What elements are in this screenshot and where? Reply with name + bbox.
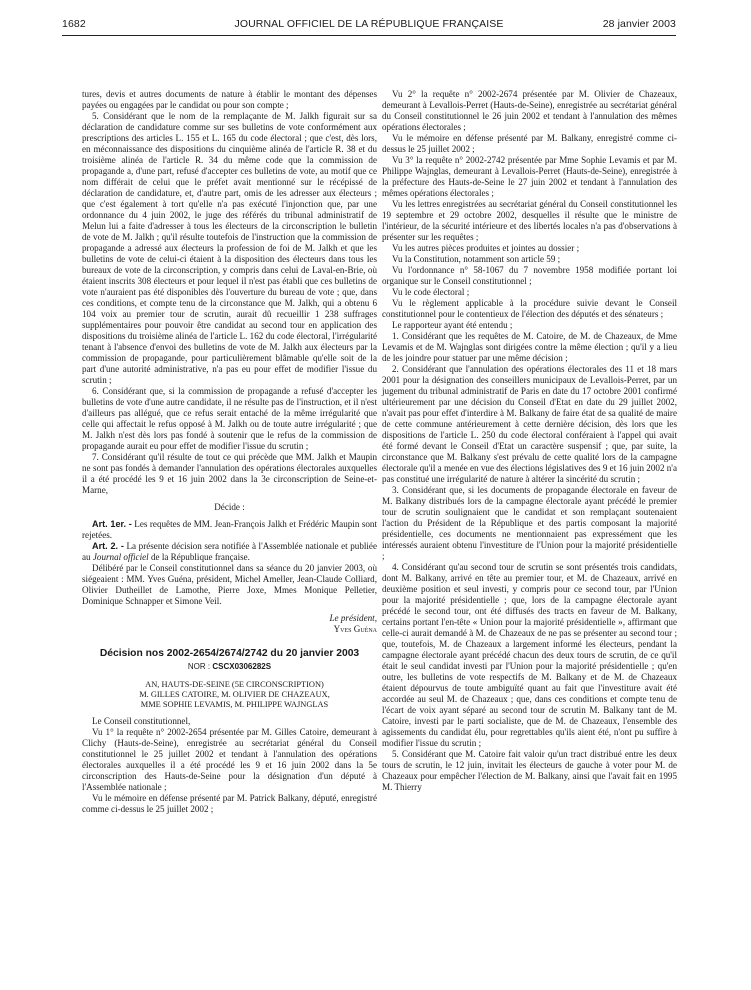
article-2-label: Art. 2. - (92, 541, 124, 551)
paragraph: 5. Considérant que M. Catoire fait valoir qu'un tract distribué entre les deux tours de scrutin, le 12 juin, invitait les électeurs de gauche à voter pour M. de Chazeaux pour empêcher l'élection de M. Balkany, ainsi que l'avait fait en 1995 M. Thierry (382, 749, 677, 792)
header-rule (62, 35, 676, 36)
parties-line: AN, HAUTS-DE-SEINE (5E CIRCONSCRIPTION) (145, 680, 324, 689)
left-column (82, 89, 377, 815)
council-opening: Le Conseil constitutionnel, (92, 716, 191, 726)
nor-reference (82, 661, 377, 672)
paragraph: 3. Considérant que, si les documents de propagande électorale en faveur de M. Balkany distribués lors de la campagne électorale ayant précédé le premier tour de scrutin soulignaient que le candidat et son remplaçant soutenaient l'action du Président de la République et des partis composant la majorité présidentielle, ces documents ne mentionnaient pas expressément que les intéressés auraient obtenu l'investiture de l'Union pour la majorité présidentielle ; (382, 485, 677, 561)
nor-code: CSCX0306282S (212, 662, 272, 671)
issue-date: 28 janvier 2003 (602, 18, 676, 30)
paragraph: Vu 2° la requête n° 2002-2674 présentée par M. Olivier de Chazeaux, demeurant à Levallois-Perret (Hauts-de-Seine), enregistrée au secrétariat général du Conseil constitutionnel le 26 juin 2002 et tendant à l'annulation des mêmes opérations électorales ; (382, 89, 677, 132)
paragraph: Vu la Constitution, notamment son article 59 ; (392, 254, 561, 264)
article-2-journal: Journal officiel (92, 552, 149, 562)
paragraph: 2. Considérant que l'annulation des opérations électorales des 11 et 18 mars 2001 pour la désignation des conseillers municipaux de Levallois-Perret, par un jugement du tribunal administratif de Paris en date du 17 octobre 2001 confirmé ultérieurement par une décision du Conseil d'Etat en date du 29 juillet 2002, n'avait pas pour effet d'interdire à M. Balkany de faire état de sa qualité de maire de cette commune antérieurement à cette dernière décision, dès lors que les dispositions de l'article L. 250 du code électoral conféraient à l'appel qui avait été formé devant le Conseil d'Etat un caractère suspensif ; que, par suite, la circonstance que M. Balkany s'est prévalu de cette qualité lors de la campagne électorale qu'il a menée en vue des élections législatives des 9 et 16 juin 2002 n'a pas constitué une irrégularité de nature à altérer la sincérité du scrutin ; (382, 364, 677, 484)
paragraph: Le rapporteur ayant été entendu ; (392, 320, 513, 330)
paragraph: Vu le mémoire en défense présenté par M. Balkany, enregistré comme ci-dessus le 25 juillet 2002 ; (382, 133, 677, 154)
paragraph: 4. Considérant qu'au second tour de scrutin se sont présentés trois candidats, dont M. Balkany, arrivé en tête au premier tour, et M. de Chazeaux, arrivé en deuxième position et seul investi, y compris pour ce second tour, par l'Union pour la majorité présidentielle ; que, lors de la campagne électorale ayant précédé le second tour, ont été diffusés des tracts en faveur de M. Balkany, certains portant l'en-tête « Union pour la majorité présidentielle », affirmant que celle-ci aurait demandé à M. de Chazeaux de ne pas se présenter au second tour ; que, toutefois, M. de Chazeaux a largement informé les électeurs, pendant la campagne électorale ayant précédé chacun des deux tours de scrutin, de ce qu'il était le seul candidat investi par l'Union pour la majorité présidentielle ; qu'en outre, les bulletins de vote respectifs de M. Balkany et de M. de Chazeaux étaient dépourvus de toute ambiguïté quant au fait que l'investiture avait été accordée au seul M. de Chazeaux ; que, dans ces conditions et compte tenu de l'écart de voix ayant séparé au second tour de scrutin M. Balkany tant de M. Catoire, investi par le parti socialiste, que de M. de Chazeaux, l'ensemble des agissements du candidat élu, pour regrettables qu'ils aient été, n'ont pu suffire à modifier l'issue du scrutin ; (382, 562, 677, 748)
article-1-label: Art. 1er. - (92, 519, 132, 529)
paragraph: 5. Considérant que le nom de la remplaçante de M. Jalkh figurait sur sa déclaration de candidature comme sur ses bulletins de vote conformément aux prescriptions des articles L. 155 et L. 165 du code électoral ; que c'est, dès lors, en méconnaissance des dispositions du cinquième alinéa de l'article R. 38 et du troisième alinéa de l'article R. 34 du même code que la commission de propagande a, d'une part, refusé d'accepter ces bulletins de vote, au motif que ce nom différait de celui que le préfet avait mentionné sur le récépissé de déclaration de candidature, et, d'autre part, omis de les adresser aux électeurs ; que c'est également à tort qu'elle n'a pas exécuté l'injonction que, par une ordonnance du 4 juin 2002, le juge des référés du tribunal administratif de Melun lui a faite d'adresser à tous les électeurs de la circonscription le bulletin de vote de M. Jalkh ; qu'il résulte toutefois de l'instruction que la commission de propagande a adressé aux électeurs la profession de foi de M. Jalkh et que les bulletins de vote de celui-ci étaient à la disposition des électeurs dans tous les bureaux de vote de la circonscription, y compris dans celui de Laval-en-Brie, où étaient inscrits 308 électeurs et pour lequel il n'est pas établi que ces bulletins de vote n'auraient pas été disponibles dès l'ouverture du bureau de vote ; que, dans ces conditions, et compte tenu de la circonstance que M. Jalkh, qui a obtenu 6 104 voix au premier tour de scrutin, aurait dû recueillir 1 238 suffrages supplémentaires pour pouvoir être candidat au second tour en application des dispositions du troisième alinéa de l'article L. 162 du code électoral, l'irrégularité tenant à l'absence d'envoi des bulletins de vote de M. Jalkh aux électeurs par la commission de propagande, pour particulièrement blâmable qu'elle soit de la part d'une autorité administrative, n'a pas eu pour effet de modifier l'issue du scrutin ; (82, 111, 377, 385)
paragraph: 1. Considérant que les requêtes de M. Catoire, de M. de Chazeaux, de Mme Levamis et de M. Wajnglas sont dirigées contre la même élection ; qu'il y a lieu de les joindre pour statuer par une même décision ; (382, 331, 677, 363)
nor-label: NOR : (187, 662, 213, 671)
decide-heading: Décide : (214, 502, 245, 512)
paragraph: Vu les lettres enregistrées au secrétariat général du Conseil constitutionnel les 19 septembre et 29 octobre 2002, desquelles il résulte que le ministre de l'intérieur, de la sécurité intérieure et des libertés locales n'a pas d'observations à présenter sur les requêtes ; (382, 199, 677, 242)
paragraph: Vu 3° la requête n° 2002-2742 présentée par Mme Sophie Levamis et par M. Philippe Wajnglas, demeurant à Levallois-Perret (Hauts-de-Seine), enregistrée à la préfecture des Hauts-de-Seine le 27 juin 2002 et tendant à l'annulation des mêmes opérations électorales ; (382, 155, 677, 198)
paragraph: Vu le mémoire en défense présenté par M. Patrick Balkany, député, enregistré comme ci-dessus le 25 juillet 2002 ; (82, 793, 377, 814)
deliberation: Délibéré par le Conseil constitutionnel dans sa séance du 20 janvier 2003, où siégeaient : MM. Yves Guéna, président, Michel Ameller, Jean-Claude Colliard, Olivier Dutheillet de Lamothe, Pierre Joxe, Mmes Monique Pelletier, Dominique Schnapper et Simone Veil. (82, 563, 377, 606)
decision-title: Décision nos 2002-2654/2674/2742 du 20 janvier 2003 (99, 648, 360, 659)
article-2-text-end: de la République française. (148, 552, 250, 562)
paragraph: Vu le règlement applicable à la procédure suivie devant le Conseil constitutionnel pour le contentieux de l'élection des députés et des sénateurs ; (382, 298, 677, 319)
article-2-text: La présente décision sera notifiée à l'Assemblée nationale et publiée au (82, 541, 377, 562)
page-number: 1682 (62, 18, 86, 30)
article-1-text: Les requêtes de MM. Jean-François Jalkh et Frédéric Maupin sont rejetées. (82, 519, 378, 540)
article-1 (82, 519, 377, 541)
right-column (382, 89, 677, 793)
paragraph: Vu les autres pièces produites et jointes au dossier ; (392, 243, 580, 253)
paragraph: Vu l'ordonnance n° 58-1067 du 7 novembre 1958 modifiée portant loi organique sur le Conseil constitutionnel ; (382, 265, 677, 286)
paragraph: tures, devis et autres documents de nature à établir le montant des dépenses payées ou engagées par le candidat ou pour son compte ; (82, 89, 377, 110)
parties-line: MME SOPHIE LEVAMIS, M. PHILIPPE WAJNGLAS (140, 700, 329, 709)
journal-title: JOURNAL OFFICIEL DE LA RÉPUBLIQUE FRANÇAISE (234, 18, 504, 30)
paragraph: 7. Considérant qu'il résulte de tout ce qui précède que MM. Jalkh et Maupin ne sont pas fondés à demander l'annulation des opérations électorales auxquelles il a été procédé les 9 et 16 juin 2002 dans la 3e circonscription de Seine-et-Marne, (82, 452, 377, 495)
parties-line: M. GILLES CATOIRE, M. OLIVIER DE CHAZEAUX, (139, 690, 330, 699)
paragraph: Vu 1° la requête n° 2002-2654 présentée par M. Gilles Catoire, demeurant à Clichy (Hauts-de-Seine), enregistrée au secrétariat général du Conseil constitutionnel le 25 juillet 2002 et tendant à l'annulation des opérations électorales auxquelles il a été procédé les 9 et 16 juin 2002 dans la 5e circonscription des Hauts-de-Seine pour la désignation d'un député à l'Assemblée nationale ; (82, 727, 377, 792)
paragraph: Vu le code électoral ; (392, 287, 470, 297)
article-2 (82, 541, 377, 563)
page-header (62, 18, 676, 36)
paragraph: 6. Considérant que, si la commission de propagande a refusé d'accepter les bulletins de vote d'une autre candidate, il ne résulte pas de l'instruction, et il n'est d'ailleurs pas allégué, que ce refus serait entaché de la même irrégularité que celle qui affectait le refus opposé à M. Jalkh ou de toute autre irrégularité ; que M. Jalkh n'est dès lors pas fondé à soutenir que le refus de la commission de propagande aurait eu pour effet de modifier l'issue du scrutin ; (82, 386, 377, 451)
signature-role: Le président, (329, 613, 377, 623)
signature-name: Yves Guéna (333, 624, 377, 634)
